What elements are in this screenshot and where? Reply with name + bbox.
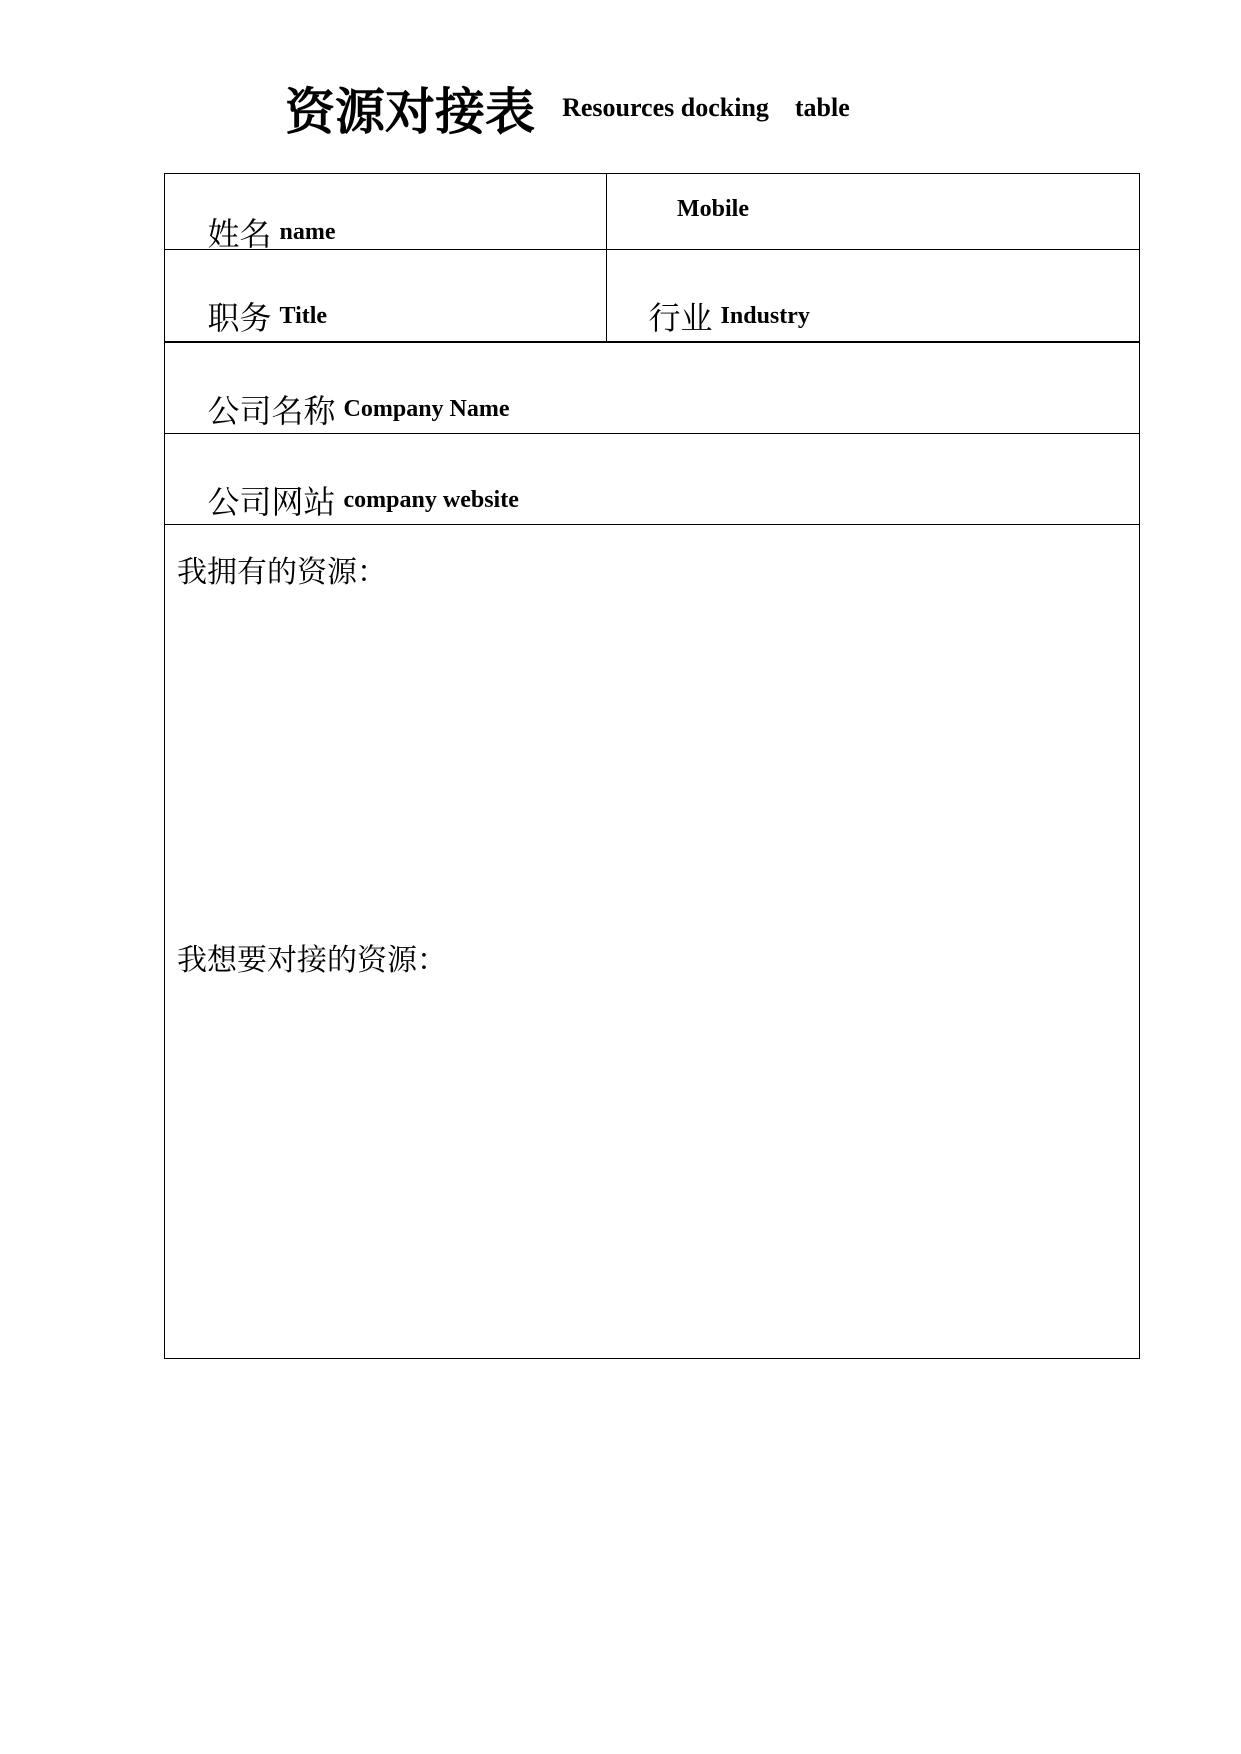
form-row-name-mobile [165,174,1139,253]
column-divider [606,174,607,249]
form-row-company-website [165,434,1139,525]
resources-owned-label: 我拥有的资源： [177,555,387,590]
resources-wanted-label: 我想要对接的资源： [177,943,447,978]
title-english: Resources docking table [562,93,850,122]
company-website-label-zh: 公司网站 [207,483,336,521]
column-divider [606,250,607,341]
title-label-en: Title [279,302,328,329]
form-row-title-industry [165,250,1139,343]
page-title [285,72,850,144]
name-label-en: name [279,218,336,245]
title-label-zh: 职务 [207,299,272,337]
title-chinese: 资源对接表 [285,83,535,141]
form-row-resources [165,525,1139,1358]
company-name-label-zh: 公司名称 [207,392,336,430]
company-website-label-en: company website [343,486,519,513]
name-label-zh: 姓名 [207,215,272,253]
resource-form-table [164,173,1140,1359]
company-name-label-en: Company Name [343,395,510,422]
industry-label-zh: 行业 [648,299,713,337]
industry-label-en: Industry [720,302,810,329]
mobile-field-label: Mobile [677,196,749,222]
form-row-company-name [165,343,1139,434]
